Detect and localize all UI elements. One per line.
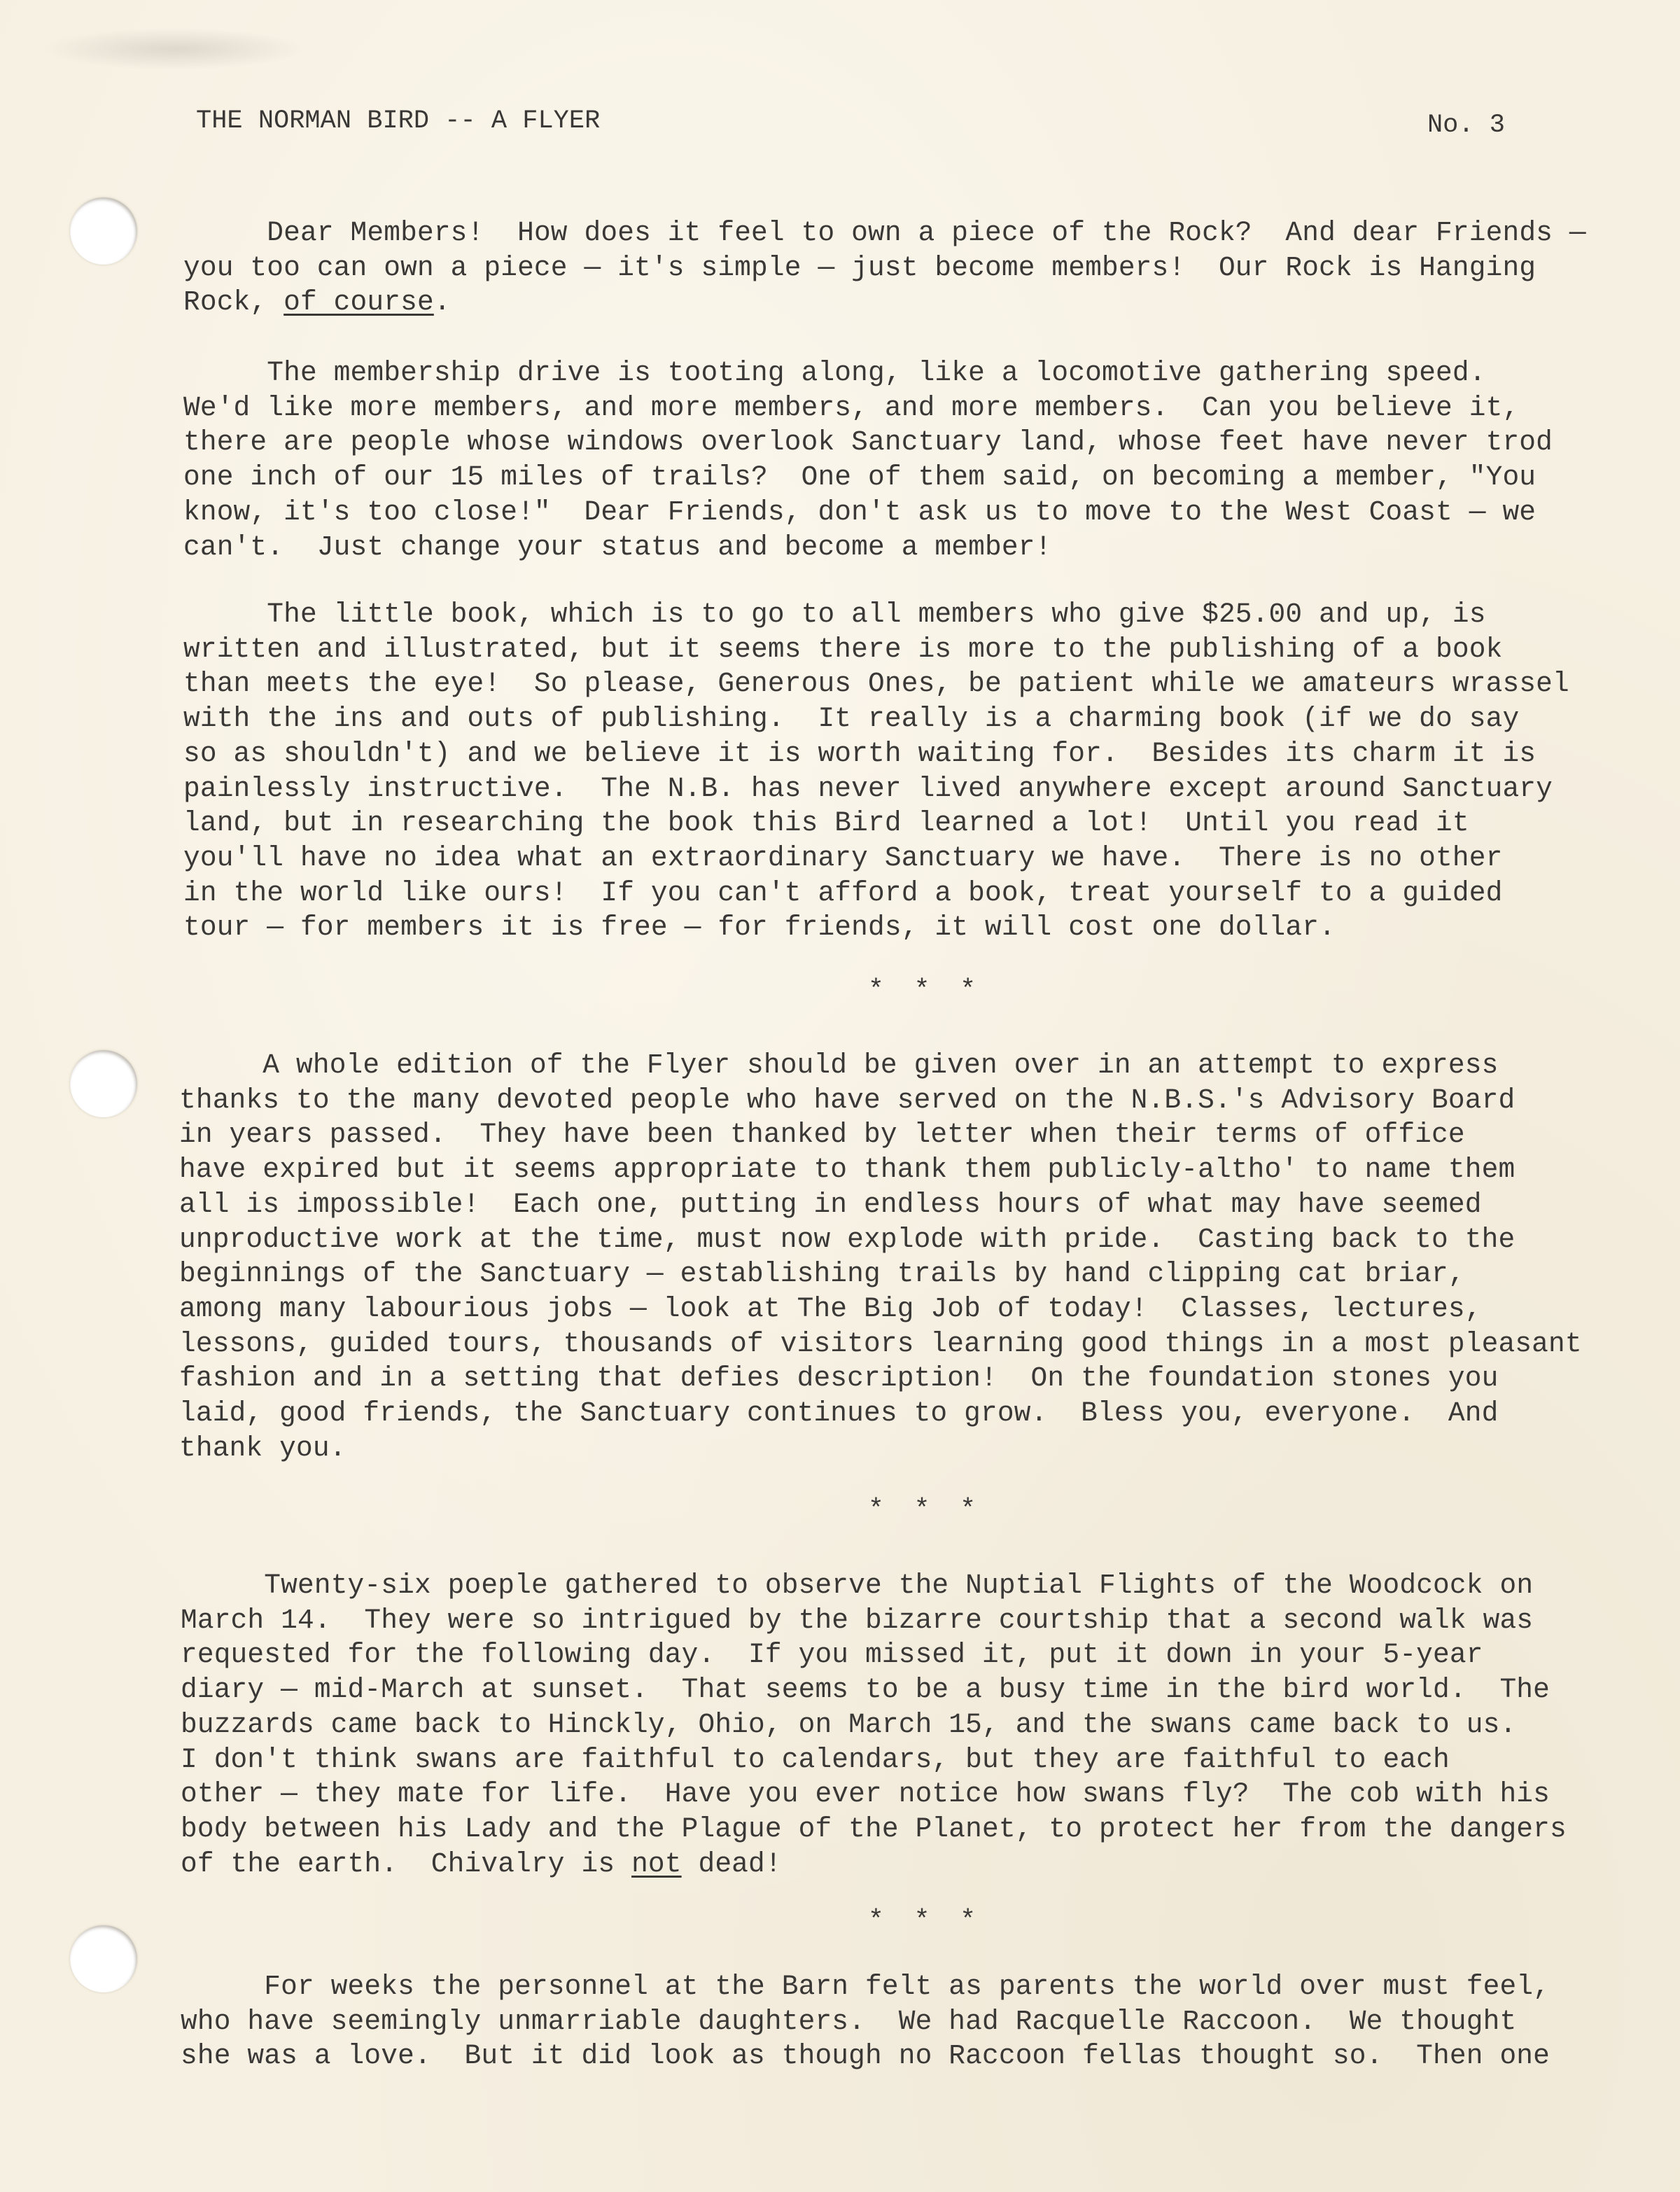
newsletter-title: THE NORMAN BIRD -- A FLYER [196, 106, 601, 136]
section-divider: * * * [868, 1906, 983, 1936]
paragraph-advisory-board: A whole edition of the Flyer should be given over in an attempt to express thanks to the many devoted people who have served on the N.B.S.'s Advisory Board in years passed. They have been thanked by letter when their terms of office have expired but it seems appropriate to thank them publicly-altho' to name them all is impossible! Each one, putting in endless hours of what may have seemed unproductive work at the time, must now explode with pride. Casting back to the beginnings of the Sanctuary — establishing trails by hand clipping cat briar, among many labourious jobs — look at The Big Job of today! Classes, lectures, lessons, guided tours, thousands of visitors learning good things in a most pleasant fashion and in a setting that defies description! On the foundation stones you laid, good friends, the Sanctuary continues to grow. Bless you, everyone. And thank you. [179, 1049, 1582, 1464]
paragraph-membership-drive: The membership drive is tooting along, like a locomotive gathering speed. We'd like more members, and more members, and more members. Can you believe it, there are people whose windows overlook Sanctuary land, whose feet have never trod one inch of our 15 miles of trails? One of them said, on becoming a member, "You know, it's too close!" Dear Friends, don't ask us to move to the West Coast — we can't. Just change your status and become a member! [183, 357, 1553, 563]
ink-smudge [42, 28, 308, 70]
paragraph-little-book: The little book, which is to go to all members who give $25.00 and up, is written and illustrated, but it seems there is more to the publishing of a book than meets the eye! So please, Generous Ones, be patient while we amateurs wrassel with the ins and outs of publishing. It really is a charming book (if we do say so as shouldn't) and we believe it is worth waiting for. Besides its charm it is painlessly instructive. The N.B. has never lived anywhere except around Sanctuary land, but in researching the book this Bird learned a lot! Until you read it you'll have no idea what an extraordinary Sanctuary we have. There is no other in the world like ours! If you can't afford a book, treat yourself to a guided tour — for members it is free — for friends, it will cost one dollar. [183, 599, 1569, 944]
punch-hole-top [70, 197, 137, 265]
punch-hole-middle [70, 1050, 137, 1117]
paragraph-woodcock: Twenty-six poeple gathered to observe the Nuptial Flights of the Woodcock on March 14. They were so intrigued by the bizarre courtship that a second walk was requested for the following day. If you missed it, put it down in your 5-year diary — mid-March at sunset. That seems to be a busy time in the bird world. The buzzards came back to Hinckly, Ohio, on March 15, and the swans came back to us. I don't think swans are faithful to calendars, but they are faithful to each other — they mate for life. Have you ever notice how swans fly? The cob with his body between his Lady and the Plague of the Planet, to protect her from the dangers of the earth. Chivalry is not dead! [181, 1570, 1567, 1880]
underlined-word: not [631, 1848, 682, 1880]
page-header [196, 106, 1505, 140]
issue-number: No. 3 [1427, 111, 1505, 140]
section-divider: * * * [868, 975, 983, 1005]
punch-hole-bottom [70, 1925, 137, 1992]
underlined-phrase: of course [284, 286, 434, 319]
paragraph-raccoon: For weeks the personnel at the Barn felt as parents the world over must feel, who have seemingly unmarriable daughters. We had Racquelle Raccoon. We thought she was a love. But it did look as though no Raccoon fellas thought so. Then one [181, 1971, 1550, 2072]
section-divider: * * * [868, 1495, 983, 1525]
paragraph-greeting: Dear Members! How does it feel to own a piece of the Rock? And dear Friends — you too can own a piece — it's simple — just become members! Our Rock is Hanging Rock, of course. [183, 217, 1586, 319]
